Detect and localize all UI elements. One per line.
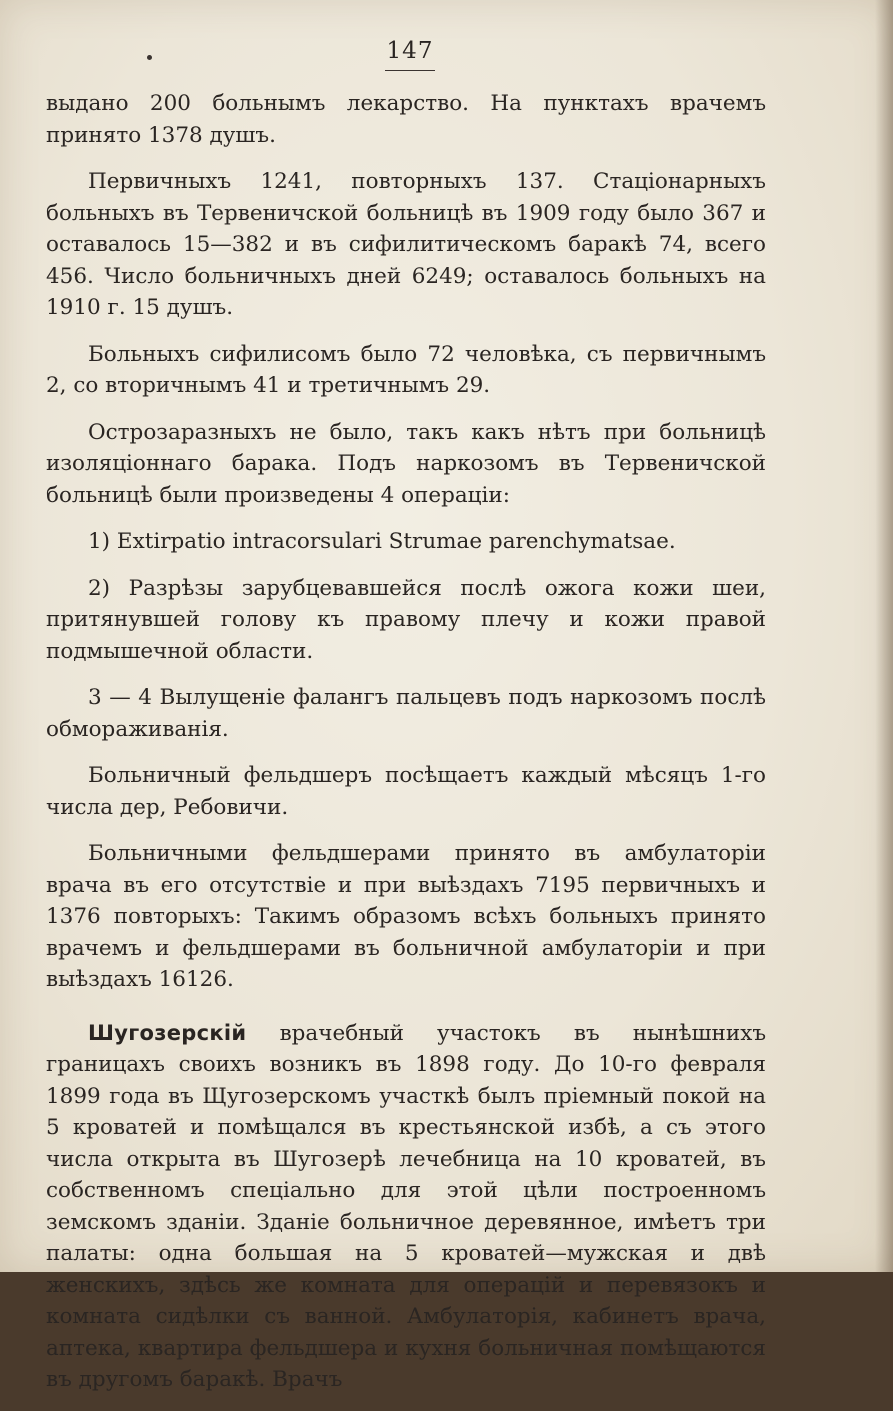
- paragraph-operations-intro: Острозаразныхъ не было, такъ какъ нѣтъ при больницѣ изоляціоннаго барака. Подъ наркозомъ въ Тервеничской больницѣ были произведены 4 операціи:: [46, 419, 766, 508]
- page-edge-shadow: [875, 0, 893, 1272]
- paragraph-feldsher-visits: Больничный фельдшеръ посѣщаетъ каждый мѣсяцъ 1-го числа дер, Ребовичи.: [46, 763, 766, 820]
- body-text: [46, 88, 766, 1411]
- paragraph-shugozero-section: [46, 1018, 766, 1396]
- paragraph-continuation: выдано 200 больнымъ лекарство. На пунктахъ врачемъ принято 1378 душъ.: [46, 91, 766, 148]
- section-heading: Шугозерскій: [88, 1020, 247, 1045]
- page-number: 147: [386, 38, 434, 64]
- paragraph-patient-counts: Первичныхъ 1241, повторныхъ 137. Стаціонарныхъ больныхъ въ Тервеничской больницѣ въ 1909 году было 367 и оставалось 15—382 и въ сифилитическомъ баракѣ 74, всего 456. Число больничныхъ дней 6249; оставалось больныхъ на 1910 г. 15 душъ.: [46, 169, 766, 320]
- paragraph-ambulatory-totals: Больничными фельдшерами принято въ амбулаторіи врача въ его отсутствіе и при выѣздахъ 7195 первичныхъ и 1376 повторыхъ: Такимъ образомъ всѣхъ больныхъ принято врачемъ и фельдшерами въ больничной амбулаторіи и при выѣздахъ 16126.: [46, 841, 766, 992]
- page-number-rule: [385, 70, 435, 71]
- operation-item-2: 2) Разрѣзы зарубцевавшейся послѣ ожога кожи шеи, притянувшей голову къ правому плечу и кожи правой подмышечной области.: [46, 575, 766, 664]
- operation-item-3-4: 3 — 4 Вылущеніе фалангъ пальцевъ подъ наркозомъ послѣ обмораживанія.: [46, 685, 766, 742]
- section-text: врачебный участокъ въ нынѣшнихъ границахъ своихъ возникъ въ 1898 году. До 10-го февраля 1899 года въ Щугозерскомъ участкѣ былъ пріемный покой на 5 кроватей и помѣщался въ крестьянской избѣ, а съ этого числа открыта въ Шугозерѣ лечебница на 10 кроватей, въ собственномъ спеціально для этой цѣли построенномъ земскомъ зданіи. Зданіе больничное деревянное, имѣетъ три палаты: одна большая на 5 кроватей—мужская и двѣ женскихъ, здѣсь же комната для операцій и перевязокъ и комната сидѣлки съ ванной. Амбулаторія, кабинетъ врача, аптека, квартира фельдшера и кухня больничная помѣщаются въ другомъ баракѣ. Врачъ: [46, 1020, 766, 1392]
- operation-item-1: 1) Extirpatio intracorsulari Strumae parenchymatsae.: [88, 529, 676, 554]
- paragraph-syphilis: Больныхъ сифилисомъ было 72 человѣка, съ первичнымъ 2, со вторичнымъ 41 и третичнымъ 29.: [46, 341, 766, 398]
